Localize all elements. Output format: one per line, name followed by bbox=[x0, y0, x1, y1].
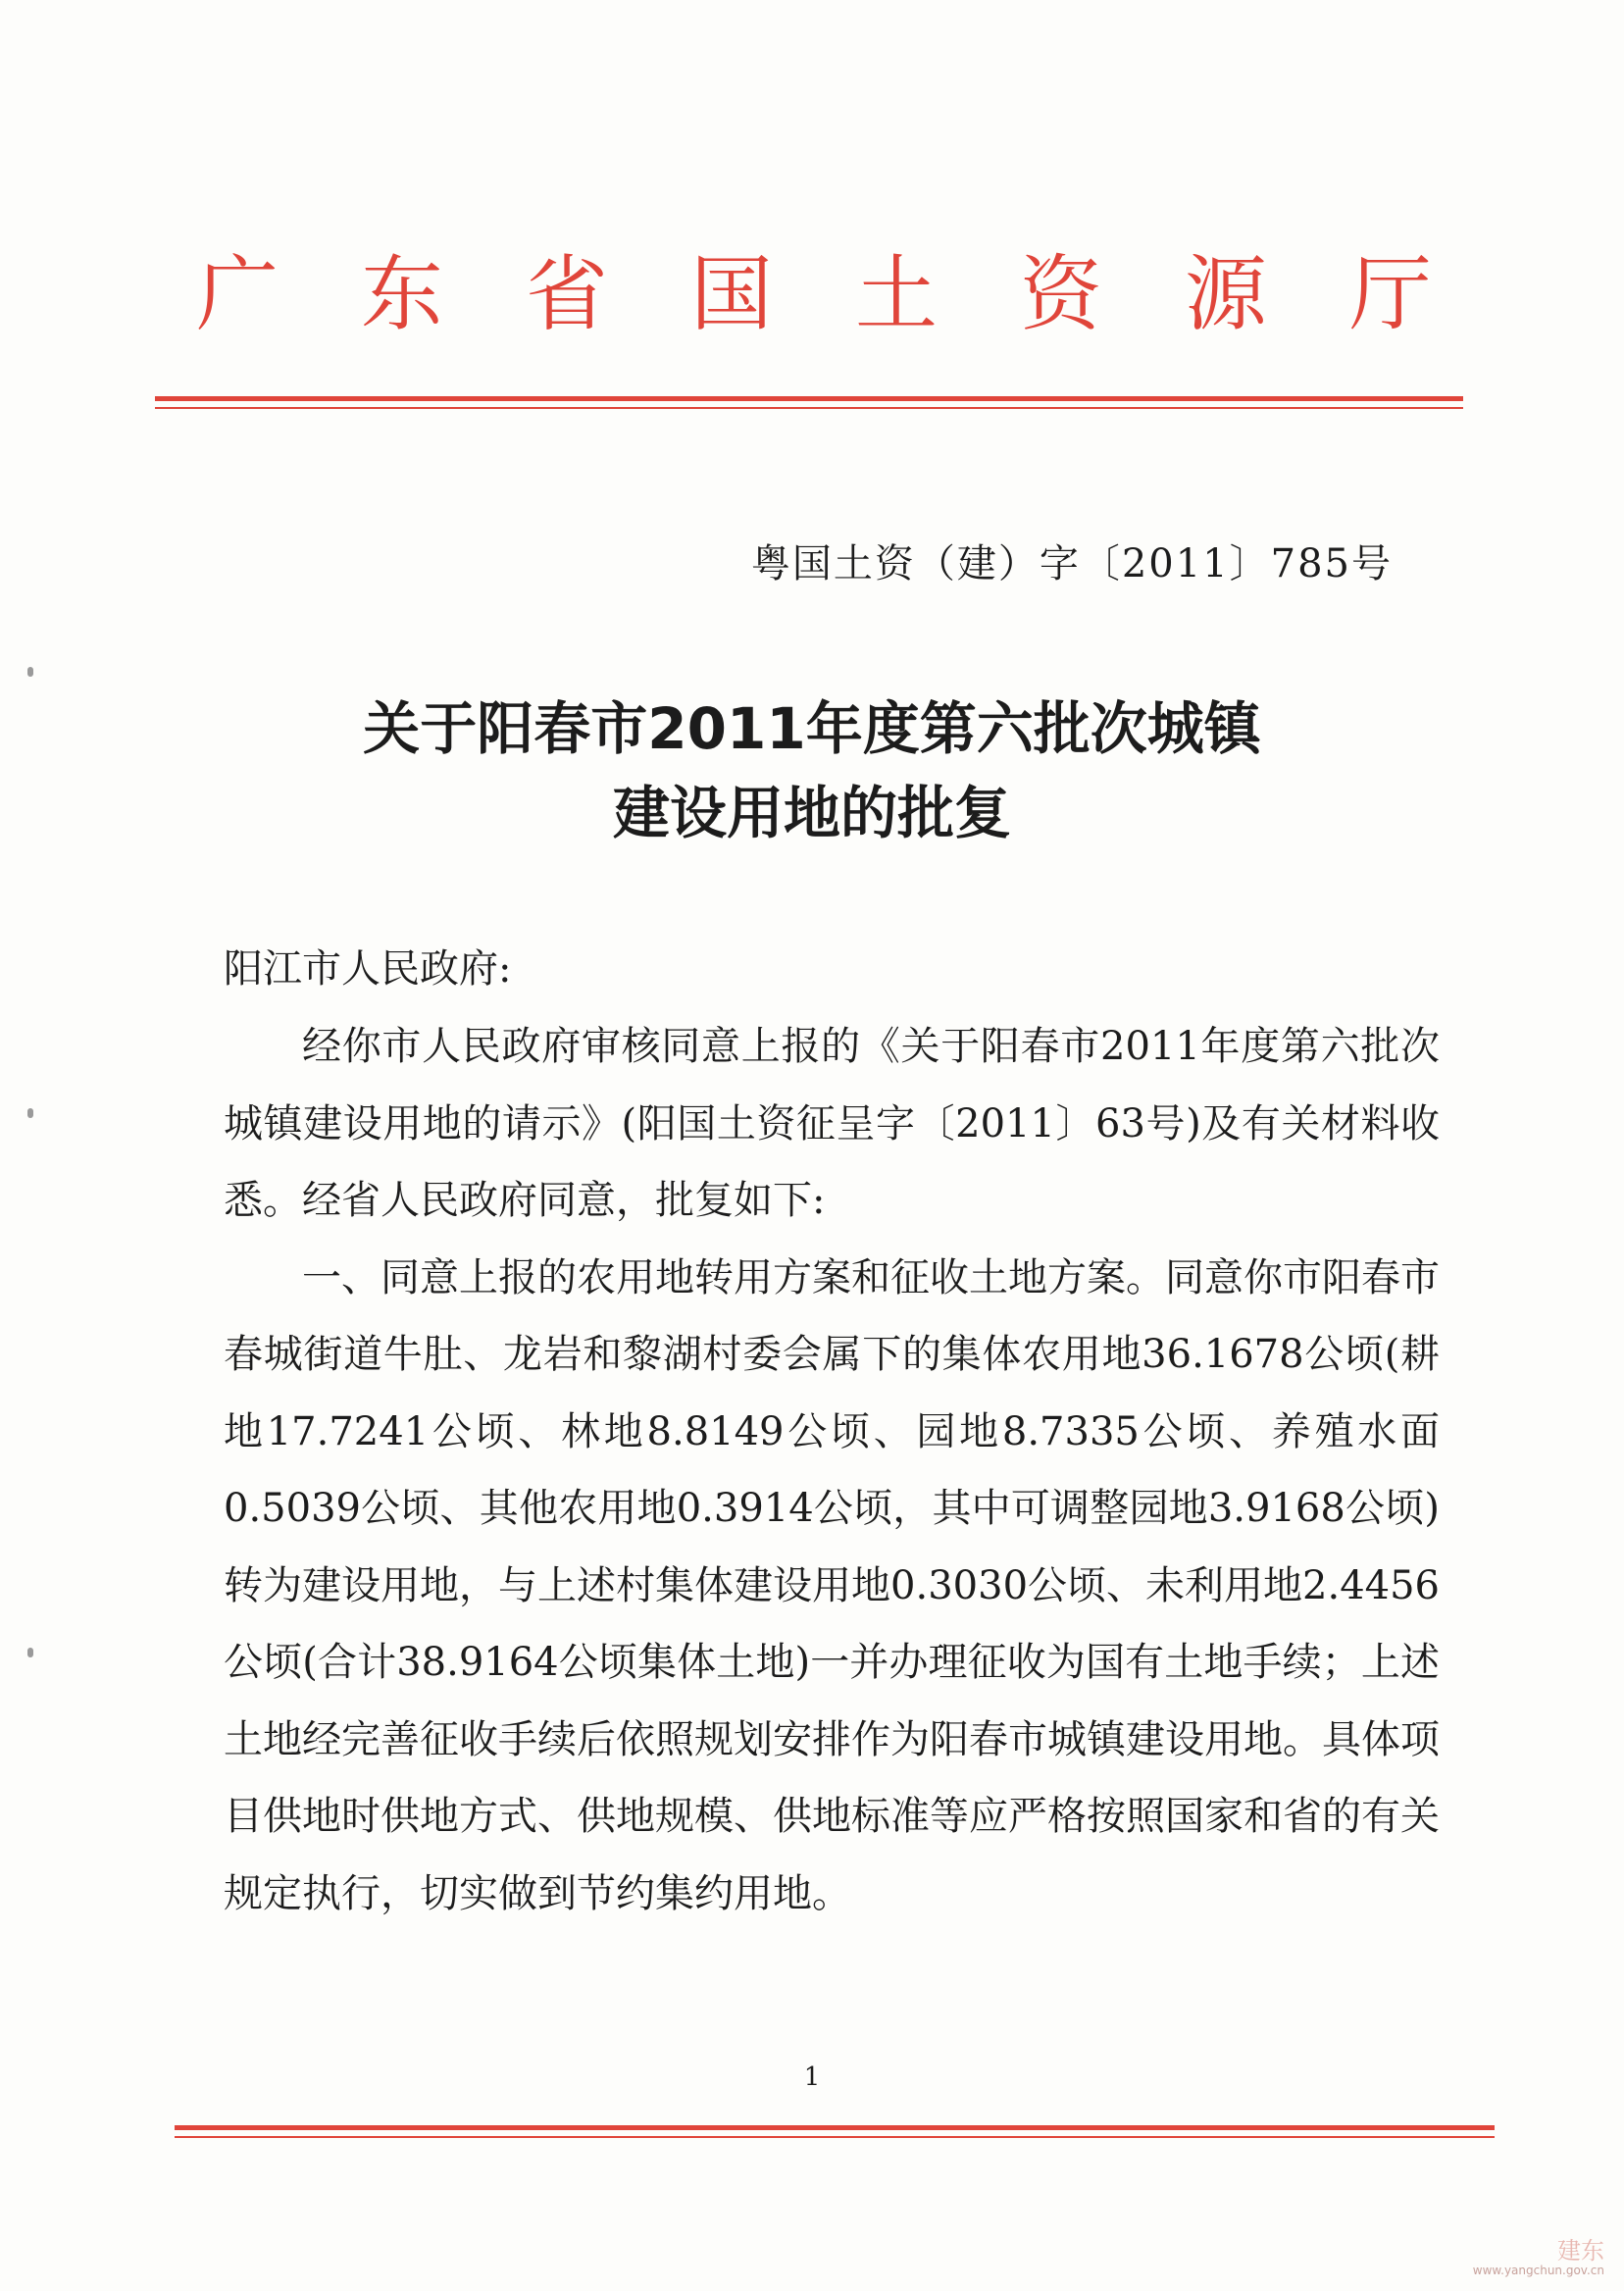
issuing-authority-header bbox=[196, 245, 1432, 343]
header-char: 源 bbox=[1184, 246, 1267, 342]
header-char: 国 bbox=[689, 246, 773, 342]
page-number: 1 bbox=[803, 2062, 821, 2092]
body-paragraph: 经你市人民政府审核同意上报的《关于阳春市2011年度第六批次城镇建设用地的请示》(阳国土资征呈字〔2011〕63号)及有关材料收悉。经省人民政府同意，批复如下: bbox=[224, 1024, 1440, 1223]
footer-red-rule-thin bbox=[175, 2136, 1495, 2138]
watermark-logo: 建东 bbox=[1557, 2237, 1604, 2265]
document-body bbox=[224, 1008, 1440, 1932]
binder-hole-mark bbox=[27, 1648, 33, 1657]
title-line-1: 关于阳春市2011年度第六批次城镇 bbox=[363, 695, 1261, 762]
site-watermark bbox=[1467, 2230, 1604, 2277]
binder-hole-mark bbox=[27, 1108, 33, 1118]
recipient: 阳江市人民政府: bbox=[224, 946, 512, 992]
header-char: 广 bbox=[196, 246, 279, 342]
body-paragraph: 一、同意上报的农用地转用方案和征收土地方案。同意你市阳春市春城街道牛肚、龙岩和黎湖村委会属下的集体农用地36.1678公顷(耕地17.7241公顷、林地8.8149公顷、园地8.7335公顷、养殖水面0.5039公顷、其他农用地0.3914公顷，其中可调整园地3.9168公顷)转为建设用地，与上述村集体建设用地0.3030公顷、未利用地2.4456公顷(合计38.9164公顷集体土地)一并办理征收为国有土地手续；上述土地经完善征收手续后依照规划安排作为阳春市城镇建设用地。具体项目供地时供地方式、供地规模、供地标准等应严格按照国家和省的有关规定执行，切实做到节约集约用地。 bbox=[224, 1254, 1440, 1916]
document-number: 粤国土资（建）字〔2011〕785号 bbox=[750, 541, 1393, 586]
header-char: 资 bbox=[1019, 246, 1102, 342]
header-char: 土 bbox=[854, 246, 938, 342]
header-red-rule bbox=[155, 396, 1463, 401]
header-red-rule-thin bbox=[155, 407, 1463, 409]
watermark-url: www.yangchun.gov.cn bbox=[1472, 2264, 1604, 2277]
header-char: 东 bbox=[360, 246, 443, 342]
footer-red-rule bbox=[175, 2125, 1495, 2130]
binder-hole-mark bbox=[27, 667, 33, 677]
header-char: 厅 bbox=[1348, 246, 1432, 342]
header-char: 省 bbox=[525, 246, 608, 342]
title-line-2: 建设用地的批复 bbox=[612, 780, 1011, 846]
document-title bbox=[155, 687, 1469, 855]
